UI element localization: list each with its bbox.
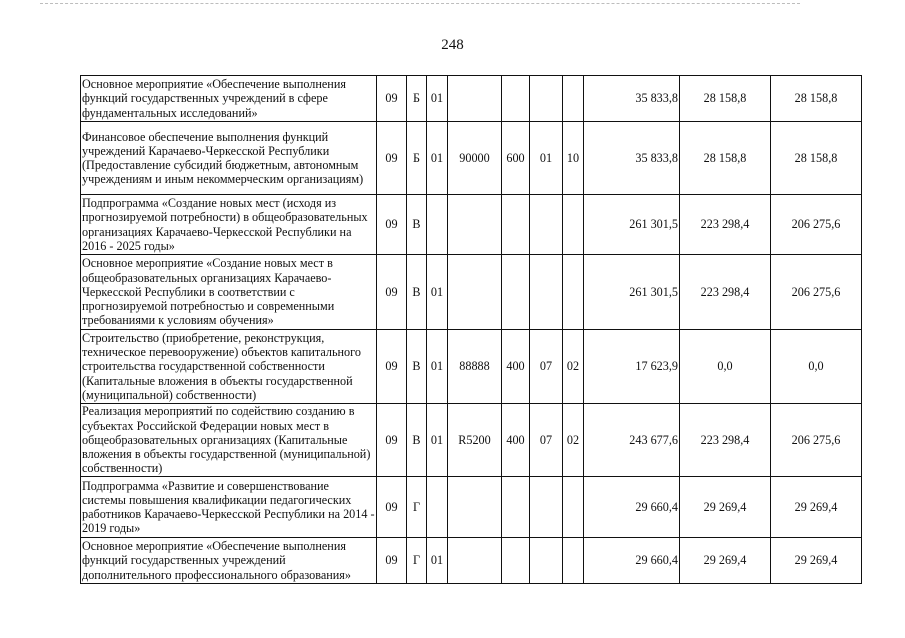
cell-amount-3: 206 275,6 <box>771 195 862 255</box>
cell-code-4: R5200 <box>448 404 502 477</box>
cell-code-7 <box>563 195 584 255</box>
cell-amount-2: 28 158,8 <box>680 76 771 122</box>
cell-code-3: 01 <box>427 404 448 477</box>
cell-code-4 <box>448 195 502 255</box>
table-row <box>81 195 862 255</box>
cell-amount-3: 206 275,6 <box>771 404 862 477</box>
cell-code-6 <box>530 477 563 538</box>
cell-name: Строительство (приобретение, реконструкция, техническое перевооружение) объектов капитального строительства государственной собственности (Капитальные вложения в объекты государственной (муниципальной) собственности) <box>81 330 377 404</box>
cell-amount-2: 0,0 <box>680 330 771 404</box>
table-row <box>81 255 862 330</box>
cell-code-5: 400 <box>502 330 530 404</box>
cell-code-5: 400 <box>502 404 530 477</box>
cell-code-6: 07 <box>530 330 563 404</box>
cell-code-6 <box>530 195 563 255</box>
cell-code-1: 09 <box>377 404 407 477</box>
cell-code-1: 09 <box>377 330 407 404</box>
table-row <box>81 122 862 195</box>
cell-amount-2: 223 298,4 <box>680 404 771 477</box>
table-row <box>81 538 862 584</box>
table-body <box>81 76 862 584</box>
cell-code-5 <box>502 195 530 255</box>
cell-code-2: В <box>407 404 427 477</box>
cell-amount-1: 261 301,5 <box>584 195 680 255</box>
cell-amount-3: 28 158,8 <box>771 122 862 195</box>
cell-code-1: 09 <box>377 195 407 255</box>
cell-code-2: Г <box>407 477 427 538</box>
table-row <box>81 404 862 477</box>
cell-amount-2: 223 298,4 <box>680 195 771 255</box>
page-number: 248 <box>441 37 464 53</box>
cell-code-6 <box>530 76 563 122</box>
cell-code-1: 09 <box>377 538 407 584</box>
cell-code-2: Б <box>407 76 427 122</box>
cell-code-3: 01 <box>427 255 448 330</box>
cell-code-6: 01 <box>530 122 563 195</box>
cell-amount-1: 17 623,9 <box>584 330 680 404</box>
cell-code-4 <box>448 76 502 122</box>
cell-code-5 <box>502 477 530 538</box>
cell-code-7 <box>563 538 584 584</box>
cell-amount-1: 35 833,8 <box>584 122 680 195</box>
cell-code-4: 88888 <box>448 330 502 404</box>
cell-name: Основное мероприятие «Создание новых мест в общеобразовательных организациях Карачаево-Черкесской Республики в соответствии с прогнозируемой потребностью и современными требованиями к условиям обучения» <box>81 255 377 330</box>
cell-amount-2: 29 269,4 <box>680 477 771 538</box>
cell-code-3: 01 <box>427 330 448 404</box>
cell-amount-3: 206 275,6 <box>771 255 862 330</box>
cell-amount-1: 243 677,6 <box>584 404 680 477</box>
cell-code-1: 09 <box>377 477 407 538</box>
cell-code-4 <box>448 477 502 538</box>
cell-code-6: 07 <box>530 404 563 477</box>
table-row <box>81 330 862 404</box>
cell-code-2: В <box>407 195 427 255</box>
cell-code-4: 90000 <box>448 122 502 195</box>
cell-code-2: В <box>407 255 427 330</box>
cell-code-3 <box>427 477 448 538</box>
budget-table <box>80 75 862 584</box>
cell-code-6 <box>530 255 563 330</box>
cell-amount-3: 0,0 <box>771 330 862 404</box>
cell-code-6 <box>530 538 563 584</box>
cell-amount-3: 29 269,4 <box>771 538 862 584</box>
cell-name: Подпрограмма «Развитие и совершенствование системы повышения квалификации педагогических работников Карачаево-Черкесской Республики на 2014 - 2019 годы» <box>81 477 377 538</box>
cell-name: Основное мероприятие «Обеспечение выполнения функций государственных учреждений в сфере фундаментальных исследований» <box>81 76 377 122</box>
cell-amount-1: 35 833,8 <box>584 76 680 122</box>
cell-code-7: 02 <box>563 330 584 404</box>
cell-amount-2: 28 158,8 <box>680 122 771 195</box>
cell-code-3: 01 <box>427 538 448 584</box>
cell-amount-2: 29 269,4 <box>680 538 771 584</box>
cell-code-5 <box>502 76 530 122</box>
cell-code-7 <box>563 477 584 538</box>
cell-code-3: 01 <box>427 76 448 122</box>
cell-code-2: Б <box>407 122 427 195</box>
cell-code-7 <box>563 76 584 122</box>
table-row <box>81 76 862 122</box>
cell-code-4 <box>448 538 502 584</box>
cell-code-3: 01 <box>427 122 448 195</box>
cell-code-3 <box>427 195 448 255</box>
cell-code-7: 10 <box>563 122 584 195</box>
cell-amount-3: 28 158,8 <box>771 76 862 122</box>
cell-amount-1: 29 660,4 <box>584 477 680 538</box>
cell-code-5: 600 <box>502 122 530 195</box>
cell-code-4 <box>448 255 502 330</box>
cell-name: Реализация мероприятий по содействию созданию в субъектах Российской Федерации новых мест в общеобразовательных организациях (Капитальные вложения в объекты государственной (муниципальной) собственности) <box>81 404 377 477</box>
cell-name: Основное мероприятие «Обеспечение выполнения функций государственных учреждений дополнительного профессионального образования» <box>81 538 377 584</box>
cell-code-1: 09 <box>377 255 407 330</box>
cell-code-7 <box>563 255 584 330</box>
cell-code-1: 09 <box>377 122 407 195</box>
cell-code-1: 09 <box>377 76 407 122</box>
cell-amount-1: 261 301,5 <box>584 255 680 330</box>
cell-code-5 <box>502 255 530 330</box>
cell-code-7: 02 <box>563 404 584 477</box>
scan-edge-line <box>40 3 800 4</box>
cell-name: Финансовое обеспечение выполнения функций учреждений Карачаево-Черкесской Республики (Предоставление субсидий бюджетным, автономным учреждениям и иным некоммерческим организациям) <box>81 122 377 195</box>
cell-amount-2: 223 298,4 <box>680 255 771 330</box>
cell-amount-3: 29 269,4 <box>771 477 862 538</box>
cell-code-2: В <box>407 330 427 404</box>
cell-code-2: Г <box>407 538 427 584</box>
cell-amount-1: 29 660,4 <box>584 538 680 584</box>
cell-code-5 <box>502 538 530 584</box>
table-row <box>81 477 862 538</box>
cell-name: Подпрограмма «Создание новых мест (исходя из прогнозируемой потребности) в общеобразовательных организациях Карачаево-Черкесской Республики на 2016 - 2025 годы» <box>81 195 377 255</box>
